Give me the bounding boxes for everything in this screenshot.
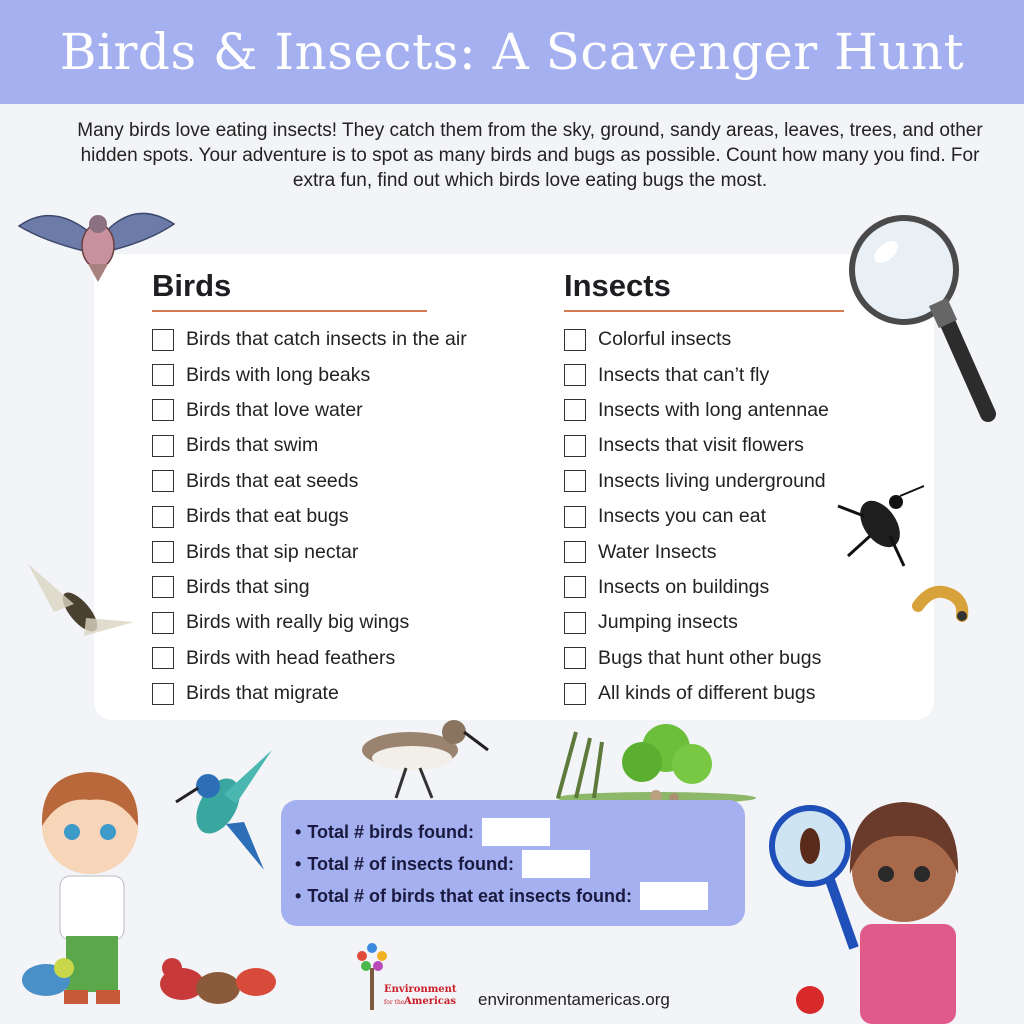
- list-item: [564, 393, 854, 428]
- bullet: •: [295, 821, 302, 842]
- checkbox[interactable]: [564, 435, 586, 457]
- item-label: Water Insects: [598, 540, 717, 563]
- list-item: [564, 322, 854, 357]
- item-label: Jumping insects: [598, 611, 738, 634]
- item-label: Birds with really big wings: [186, 611, 410, 634]
- small-birds-illustration: [6, 940, 282, 1024]
- checkbox[interactable]: [564, 506, 586, 528]
- list-item: [152, 641, 492, 676]
- checkbox[interactable]: [564, 470, 586, 492]
- sandpiper-illustration: [350, 708, 490, 800]
- item-label: Birds that migrate: [186, 682, 339, 705]
- item-label: Birds that eat seeds: [186, 469, 359, 492]
- item-label: Birds that sing: [186, 575, 310, 598]
- birds-heading: Birds: [152, 268, 232, 303]
- checkbox[interactable]: [564, 612, 586, 634]
- totals-panel: [281, 800, 745, 926]
- insects-column: [564, 266, 854, 711]
- checkbox[interactable]: [152, 399, 174, 421]
- checkbox[interactable]: [152, 364, 174, 386]
- logo-line-2: for the: [384, 999, 405, 1006]
- list-item: [152, 357, 492, 392]
- list-item: [152, 464, 492, 499]
- total-insect-eaters-row: [295, 880, 745, 912]
- list-item: [152, 499, 492, 534]
- item-label: All kinds of different bugs: [598, 682, 816, 705]
- bullet: •: [295, 885, 302, 906]
- total-insects-row: [295, 848, 745, 880]
- item-label: Insects you can eat: [598, 505, 767, 528]
- list-item: [152, 322, 492, 357]
- list-item: [152, 676, 492, 711]
- total-insects-label: Total # of insects found:: [307, 853, 514, 874]
- list-item: [152, 393, 492, 428]
- item-label: Birds that sip nectar: [186, 540, 359, 563]
- total-insect-eaters-label: Total # of birds that eat insects found:: [307, 885, 632, 906]
- item-label: Insects living underground: [598, 469, 826, 492]
- intro-text: Many birds love eating insects! They catch them from the sky, ground, sandy areas, leaves, trees, and other hidden spots. Your adventure is to spot as many birds and bugs as possible. Count how many you find. For extra fun, find out which birds love eating bugs the most.: [77, 120, 983, 191]
- item-label: Insects on buildings: [598, 575, 770, 598]
- checkbox[interactable]: [564, 647, 586, 669]
- caterpillar-icon: [912, 576, 972, 626]
- checkbox[interactable]: [152, 612, 174, 634]
- total-birds-label: Total # birds found:: [307, 821, 474, 842]
- hummingbird-icon: [174, 744, 276, 874]
- total-insect-eaters-field[interactable]: [640, 882, 708, 910]
- checkbox[interactable]: [564, 576, 586, 598]
- list-item: [152, 605, 492, 640]
- bush-illustration: [546, 718, 756, 804]
- item-label: Bugs that hunt other bugs: [598, 646, 822, 669]
- checkbox[interactable]: [564, 329, 586, 351]
- logo-line-3: Americas: [404, 996, 456, 1007]
- page-title: Birds & Insects: A Scavenger Hunt: [59, 23, 965, 81]
- list-item: [564, 499, 854, 534]
- item-label: Birds that catch insects in the air: [186, 328, 467, 351]
- list-item: [564, 534, 854, 569]
- girl-illustration: [764, 764, 1024, 1024]
- item-label: Birds with long beaks: [186, 363, 371, 386]
- checkbox[interactable]: [152, 647, 174, 669]
- list-item: [564, 357, 854, 392]
- total-insects-field[interactable]: [522, 850, 590, 878]
- total-birds-field[interactable]: [482, 818, 550, 846]
- checkbox[interactable]: [564, 541, 586, 563]
- website-link[interactable]: environmentamericas.org: [478, 990, 670, 1009]
- item-label: Birds that eat bugs: [186, 505, 349, 528]
- checkbox[interactable]: [152, 506, 174, 528]
- total-birds-row: [295, 816, 745, 848]
- environment-americas-logo: [348, 938, 468, 1012]
- checkbox[interactable]: [152, 576, 174, 598]
- item-label: Birds with head feathers: [186, 646, 396, 669]
- birds-divider: [152, 310, 427, 312]
- item-label: Birds that swim: [186, 434, 319, 457]
- kestrel-illustration: [14, 196, 178, 284]
- list-item: [152, 570, 492, 605]
- list-item: [564, 464, 854, 499]
- item-label: Birds that love water: [186, 398, 363, 421]
- checkbox[interactable]: [564, 399, 586, 421]
- list-item: [564, 676, 854, 711]
- list-item: [564, 641, 854, 676]
- header-banner: [0, 0, 1024, 104]
- insects-heading: Insects: [564, 268, 671, 303]
- list-item: [564, 605, 854, 640]
- list-item: [564, 570, 854, 605]
- checkbox[interactable]: [152, 470, 174, 492]
- item-label: Insects that can’t fly: [598, 363, 770, 386]
- cicada-icon: [24, 562, 136, 656]
- list-item: [152, 428, 492, 463]
- checkbox[interactable]: [152, 435, 174, 457]
- checkbox[interactable]: [152, 683, 174, 705]
- insects-divider: [564, 310, 844, 312]
- list-item: [152, 534, 492, 569]
- item-label: Colorful insects: [598, 328, 732, 351]
- checkbox[interactable]: [564, 683, 586, 705]
- item-label: Insects that visit flowers: [598, 434, 804, 457]
- magnifying-glass-icon: [846, 212, 1000, 428]
- checkbox[interactable]: [152, 541, 174, 563]
- birds-column: [152, 266, 492, 711]
- logo-line-1: Environment: [384, 984, 457, 995]
- bullet: •: [295, 853, 302, 874]
- item-label: Insects with long antennae: [598, 398, 829, 421]
- checkbox[interactable]: [564, 364, 586, 386]
- beetle-icon: [834, 476, 930, 572]
- list-item: [564, 428, 854, 463]
- checkbox[interactable]: [152, 329, 174, 351]
